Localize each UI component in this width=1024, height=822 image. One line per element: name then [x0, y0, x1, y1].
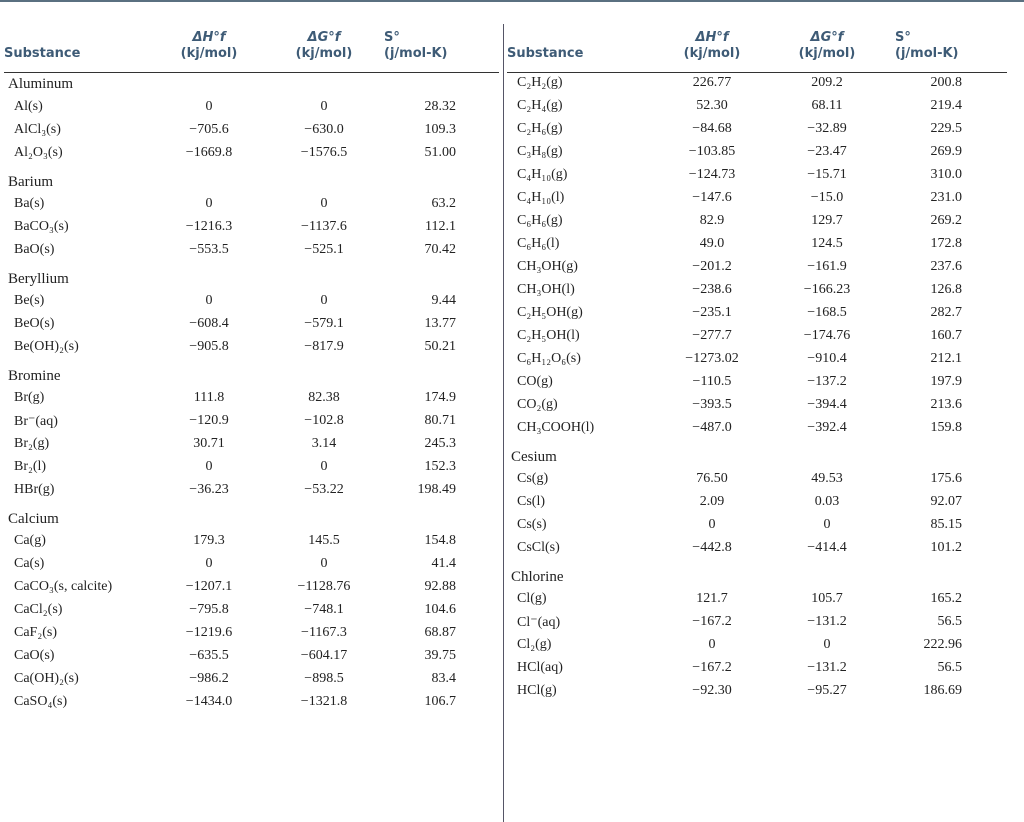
substance-cell: Cl₂(g)	[517, 637, 552, 652]
gibbs-cell: −15.71	[807, 167, 847, 182]
entropy-cell: 165.2	[930, 591, 962, 606]
substance-cell: Cs(s)	[517, 517, 547, 532]
enthalpy-cell: −110.5	[692, 374, 732, 389]
table-row	[4, 434, 499, 457]
gibbs-cell: 105.7	[811, 591, 843, 606]
table-row	[507, 303, 1007, 326]
table-row	[507, 326, 1007, 349]
gibbs-cell: 145.5	[308, 533, 340, 548]
entropy-cell: 231.0	[930, 190, 962, 205]
header-s-unit: (j/mol-K)	[895, 46, 959, 61]
enthalpy-cell: −635.5	[189, 648, 229, 663]
entropy-cell: 175.6	[930, 471, 962, 486]
entropy-cell: 41.4	[431, 556, 456, 571]
enthalpy-cell: 2.09	[699, 494, 725, 509]
entropy-cell: 237.6	[930, 259, 962, 274]
table-row	[507, 538, 1007, 561]
table-row	[507, 188, 1007, 211]
substance-cell: Be(s)	[14, 293, 45, 308]
enthalpy-cell: 49.0	[699, 236, 725, 251]
enthalpy-cell: 226.77	[692, 75, 732, 90]
header-s-unit: (j/mol-K)	[384, 46, 448, 61]
gibbs-cell: −95.27	[807, 683, 847, 698]
group-heading	[507, 561, 1007, 589]
enthalpy-cell: −147.6	[692, 190, 732, 205]
enthalpy-cell: 111.8	[193, 390, 225, 405]
entropy-cell: 213.6	[930, 397, 962, 412]
header-dg	[782, 30, 872, 62]
table-row	[4, 388, 499, 411]
entropy-cell: 85.15	[930, 517, 962, 532]
gibbs-cell: −168.5	[807, 305, 847, 320]
enthalpy-cell: 52.30	[696, 98, 728, 113]
gibbs-cell: −1128.76	[297, 579, 351, 594]
gibbs-cell: −630.0	[304, 122, 344, 137]
table-row	[4, 337, 499, 360]
header-substance: Substance	[4, 46, 81, 61]
header-substance: Substance	[507, 46, 584, 61]
right-rows	[507, 73, 1007, 704]
header-dg-symbol: ΔG°f	[307, 30, 341, 45]
gibbs-cell: −131.2	[807, 614, 847, 629]
substance-cell: C₃H₈(g)	[517, 144, 563, 159]
substance-cell: Cl(g)	[517, 591, 547, 606]
table-row	[4, 692, 499, 715]
substance-cell: CO(g)	[517, 374, 553, 389]
gibbs-cell: −748.1	[304, 602, 344, 617]
gibbs-cell: 0.03	[814, 494, 840, 509]
entropy-cell: 92.07	[930, 494, 962, 509]
table-row	[4, 291, 499, 314]
enthalpy-cell: −235.1	[692, 305, 732, 320]
header-dh	[667, 30, 757, 62]
substance-cell: Cs(g)	[517, 471, 549, 486]
table-row	[4, 457, 499, 480]
entropy-cell: 56.5	[937, 660, 962, 675]
substance-cell: CH₃OH(g)	[517, 259, 578, 274]
entropy-cell: 269.9	[930, 144, 962, 159]
enthalpy-cell: −442.8	[692, 540, 732, 555]
enthalpy-cell: −1669.8	[185, 145, 233, 160]
table-row	[4, 646, 499, 669]
enthalpy-cell: −103.85	[688, 144, 736, 159]
substance-cell: C₄H₁₀(l)	[517, 190, 565, 205]
substance-cell: Ca(g)	[14, 533, 46, 548]
gibbs-cell: 0	[320, 459, 328, 474]
entropy-cell: 154.8	[424, 533, 456, 548]
right-header	[507, 26, 1007, 73]
table-row	[507, 469, 1007, 492]
entropy-cell: 51.00	[424, 145, 456, 160]
entropy-cell: 106.7	[424, 694, 456, 709]
table-row	[507, 612, 1007, 635]
entropy-cell: 200.8	[930, 75, 962, 90]
entropy-cell: 245.3	[424, 436, 456, 451]
entropy-cell: 28.32	[424, 99, 456, 114]
substance-cell: BeO(s)	[14, 316, 55, 331]
gibbs-cell: −23.47	[807, 144, 847, 159]
substance-cell: BaO(s)	[14, 242, 55, 257]
entropy-cell: 152.3	[424, 459, 456, 474]
entropy-cell: 101.2	[930, 540, 962, 555]
column-divider	[503, 24, 504, 822]
group-heading	[4, 360, 499, 388]
entropy-cell: 212.1	[930, 351, 962, 366]
gibbs-cell: −174.76	[803, 328, 851, 343]
table-row	[507, 211, 1007, 234]
entropy-cell: 56.5	[937, 614, 962, 629]
table-row	[4, 143, 499, 166]
entropy-cell: 126.8	[930, 282, 962, 297]
group-heading	[4, 166, 499, 194]
header-s-symbol: S°	[895, 30, 911, 45]
entropy-cell: 13.77	[424, 316, 456, 331]
substance-cell: Al(s)	[14, 99, 43, 114]
entropy-cell: 197.9	[930, 374, 962, 389]
substance-cell: Be(OH)₂(s)	[14, 339, 79, 354]
table-row	[507, 395, 1007, 418]
table-row	[507, 635, 1007, 658]
header-dg-unit: (kj/mol)	[798, 46, 856, 61]
substance-cell: C₂H₂(g)	[517, 75, 563, 90]
entropy-cell: 282.7	[930, 305, 962, 320]
gibbs-cell: −392.4	[807, 420, 847, 435]
header-dg	[279, 30, 369, 62]
entropy-cell: 70.42	[424, 242, 456, 257]
header-dh	[164, 30, 254, 62]
entropy-cell: 172.8	[930, 236, 962, 251]
group-heading	[4, 263, 499, 291]
table-row	[4, 669, 499, 692]
table-row	[507, 96, 1007, 119]
table-row	[4, 600, 499, 623]
enthalpy-cell: 0	[205, 293, 213, 308]
enthalpy-cell: 0	[205, 99, 213, 114]
gibbs-cell: 0	[823, 517, 831, 532]
table-row	[4, 577, 499, 600]
gibbs-cell: −910.4	[807, 351, 847, 366]
enthalpy-cell: −1273.02	[685, 351, 739, 366]
table-row	[507, 142, 1007, 165]
enthalpy-cell: −1207.1	[185, 579, 233, 594]
substance-cell: CaF₂(s)	[14, 625, 57, 640]
table-row	[4, 120, 499, 143]
substance-cell: C₆H₆(l)	[517, 236, 560, 251]
enthalpy-cell: −167.2	[692, 660, 732, 675]
enthalpy-cell: 179.3	[193, 533, 225, 548]
header-dh-symbol: ΔH°f	[192, 30, 226, 45]
gibbs-cell: −15.0	[810, 190, 844, 205]
gibbs-cell: −394.4	[807, 397, 847, 412]
entropy-cell: 104.6	[424, 602, 456, 617]
gibbs-cell: −137.2	[807, 374, 847, 389]
substance-cell: Ba(s)	[14, 196, 45, 211]
substance-cell: Ca(OH)₂(s)	[14, 671, 79, 686]
gibbs-cell: −161.9	[807, 259, 847, 274]
table-row	[4, 194, 499, 217]
gibbs-cell: 129.7	[811, 213, 843, 228]
gibbs-cell: −166.23	[803, 282, 851, 297]
entropy-cell: 159.8	[930, 420, 962, 435]
entropy-cell: 68.87	[424, 625, 456, 640]
substance-cell: C₆H₆(g)	[517, 213, 563, 228]
entropy-cell: 63.2	[431, 196, 456, 211]
substance-cell: BaCO₃(s)	[14, 219, 69, 234]
substance-cell: Br(g)	[14, 390, 45, 405]
enthalpy-cell: −905.8	[189, 339, 229, 354]
substance-cell: C₂H₄(g)	[517, 98, 563, 113]
gibbs-cell: −1321.8	[300, 694, 348, 709]
gibbs-cell: −1167.3	[301, 625, 347, 640]
enthalpy-cell: −238.6	[692, 282, 732, 297]
group-heading	[4, 503, 499, 531]
enthalpy-cell: −201.2	[692, 259, 732, 274]
gibbs-cell: 0	[320, 556, 328, 571]
gibbs-cell: 0	[320, 196, 328, 211]
table-row	[4, 531, 499, 554]
table-row	[507, 257, 1007, 280]
left-rows	[4, 73, 499, 715]
substance-cell: HCl(aq)	[517, 660, 563, 675]
substance-cell: Cl⁻(aq)	[517, 615, 561, 630]
table-row	[4, 480, 499, 503]
entropy-cell: 9.44	[431, 293, 456, 308]
substance-cell: C₄H₁₀(g)	[517, 167, 568, 182]
substance-cell: Br₂(g)	[14, 436, 50, 451]
table-row	[507, 165, 1007, 188]
substance-cell: CO₂(g)	[517, 397, 558, 412]
gibbs-cell: −817.9	[304, 339, 344, 354]
gibbs-cell: −1137.6	[301, 219, 347, 234]
table-row	[507, 349, 1007, 372]
enthalpy-cell: −120.9	[189, 413, 229, 428]
enthalpy-cell: 0	[205, 556, 213, 571]
entropy-cell: 92.88	[424, 579, 456, 594]
enthalpy-cell: −487.0	[692, 420, 732, 435]
enthalpy-cell: 121.7	[696, 591, 728, 606]
table-row	[507, 280, 1007, 303]
enthalpy-cell: −393.5	[692, 397, 732, 412]
table-row	[4, 623, 499, 646]
table-row	[4, 240, 499, 263]
substance-cell: CaCl₂(s)	[14, 602, 63, 617]
table-row	[4, 217, 499, 240]
top-rule	[0, 0, 1024, 2]
enthalpy-cell: 76.50	[696, 471, 728, 486]
substance-cell: HBr(g)	[14, 482, 55, 497]
header-dg-symbol: ΔG°f	[810, 30, 844, 45]
entropy-cell: 83.4	[431, 671, 456, 686]
entropy-cell: 219.4	[930, 98, 962, 113]
enthalpy-cell: 82.9	[699, 213, 725, 228]
entropy-cell: 222.96	[923, 637, 962, 652]
enthalpy-cell: −553.5	[189, 242, 229, 257]
substance-cell: HCl(g)	[517, 683, 557, 698]
entropy-cell: 174.9	[424, 390, 456, 405]
header-dh-unit: (kj/mol)	[683, 46, 741, 61]
enthalpy-cell: 30.71	[193, 436, 225, 451]
group-name: Aluminum	[8, 76, 74, 92]
gibbs-cell: −102.8	[304, 413, 344, 428]
substance-cell: C₆H₁₂O₆(s)	[517, 351, 581, 366]
entropy-cell: 186.69	[923, 683, 962, 698]
enthalpy-cell: −124.73	[688, 167, 736, 182]
enthalpy-cell: −795.8	[189, 602, 229, 617]
gibbs-cell: −579.1	[304, 316, 344, 331]
gibbs-cell: 49.53	[811, 471, 843, 486]
left-column	[4, 24, 499, 715]
substance-cell: Cs(l)	[517, 494, 545, 509]
group-name: Barium	[8, 174, 53, 190]
table-row	[4, 554, 499, 577]
entropy-cell: 198.49	[417, 482, 456, 497]
enthalpy-cell: −92.30	[692, 683, 732, 698]
table-row	[507, 658, 1007, 681]
enthalpy-cell: −36.23	[189, 482, 229, 497]
substance-cell: CaO(s)	[14, 648, 55, 663]
table-row	[507, 681, 1007, 704]
group-name: Cesium	[511, 449, 557, 465]
entropy-cell: 39.75	[424, 648, 456, 663]
table-row	[507, 418, 1007, 441]
substance-cell: AlCl₃(s)	[14, 122, 61, 137]
right-column	[507, 24, 1007, 704]
gibbs-cell: 124.5	[811, 236, 843, 251]
substance-cell: CH₃OH(l)	[517, 282, 575, 297]
substance-cell: Br₂(l)	[14, 459, 47, 474]
gibbs-cell: 209.2	[811, 75, 843, 90]
header-s	[895, 30, 985, 62]
table-row	[507, 73, 1007, 96]
gibbs-cell: 0	[823, 637, 831, 652]
substance-cell: C₂H₅OH(l)	[517, 328, 580, 343]
gibbs-cell: −32.89	[807, 121, 847, 136]
enthalpy-cell: −705.6	[189, 122, 229, 137]
table-row	[507, 119, 1007, 142]
header-dh-symbol: ΔH°f	[695, 30, 729, 45]
gibbs-cell: −1576.5	[300, 145, 348, 160]
substance-cell: CH₃COOH(l)	[517, 420, 595, 435]
gibbs-cell: −525.1	[304, 242, 344, 257]
entropy-cell: 50.21	[424, 339, 456, 354]
entropy-cell: 109.3	[424, 122, 456, 137]
header-s	[384, 30, 474, 62]
enthalpy-cell: −167.2	[692, 614, 732, 629]
substance-cell: C₂H₆(g)	[517, 121, 563, 136]
group-name: Chlorine	[511, 569, 564, 585]
group-name: Beryllium	[8, 271, 69, 287]
table-row	[4, 97, 499, 120]
substance-cell: CsCl(s)	[517, 540, 560, 555]
table-row	[507, 515, 1007, 538]
enthalpy-cell: −1216.3	[185, 219, 233, 234]
table-row	[507, 589, 1007, 612]
gibbs-cell: 3.14	[311, 436, 337, 451]
enthalpy-cell: −1219.6	[185, 625, 233, 640]
group-name: Calcium	[8, 511, 59, 527]
table-row	[507, 234, 1007, 257]
substance-cell: CaSO₄(s)	[14, 694, 68, 709]
header-s-symbol: S°	[384, 30, 400, 45]
enthalpy-cell: 0	[708, 637, 716, 652]
group-heading	[4, 73, 499, 97]
gibbs-cell: 0	[320, 293, 328, 308]
table-row	[4, 411, 499, 434]
enthalpy-cell: −84.68	[692, 121, 732, 136]
enthalpy-cell: −1434.0	[185, 694, 233, 709]
gibbs-cell: 0	[320, 99, 328, 114]
enthalpy-cell: 0	[205, 459, 213, 474]
gibbs-cell: −414.4	[807, 540, 847, 555]
group-name: Bromine	[8, 368, 61, 384]
entropy-cell: 80.71	[424, 413, 456, 428]
enthalpy-cell: −986.2	[189, 671, 229, 686]
entropy-cell: 269.2	[930, 213, 962, 228]
gibbs-cell: 82.38	[308, 390, 340, 405]
substance-cell: Al₂O₃(s)	[14, 145, 63, 160]
table-row	[4, 314, 499, 337]
entropy-cell: 112.1	[425, 219, 456, 234]
group-heading	[507, 441, 1007, 469]
entropy-cell: 160.7	[930, 328, 962, 343]
gibbs-cell: −131.2	[807, 660, 847, 675]
table-row	[507, 372, 1007, 395]
entropy-cell: 229.5	[930, 121, 962, 136]
enthalpy-cell: 0	[708, 517, 716, 532]
gibbs-cell: −53.22	[304, 482, 344, 497]
enthalpy-cell: −608.4	[189, 316, 229, 331]
gibbs-cell: 68.11	[811, 98, 843, 113]
header-dh-unit: (kj/mol)	[180, 46, 238, 61]
table-row	[507, 492, 1007, 515]
enthalpy-cell: 0	[205, 196, 213, 211]
left-header	[4, 26, 499, 73]
substance-cell: Ca(s)	[14, 556, 45, 571]
enthalpy-cell: −277.7	[692, 328, 732, 343]
gibbs-cell: −604.17	[300, 648, 348, 663]
substance-cell: Br⁻(aq)	[14, 414, 58, 429]
substance-cell: C₂H₅OH(g)	[517, 305, 583, 320]
entropy-cell: 310.0	[930, 167, 962, 182]
gibbs-cell: −898.5	[304, 671, 344, 686]
header-dg-unit: (kj/mol)	[295, 46, 353, 61]
substance-cell: CaCO₃(s, calcite)	[14, 579, 113, 594]
